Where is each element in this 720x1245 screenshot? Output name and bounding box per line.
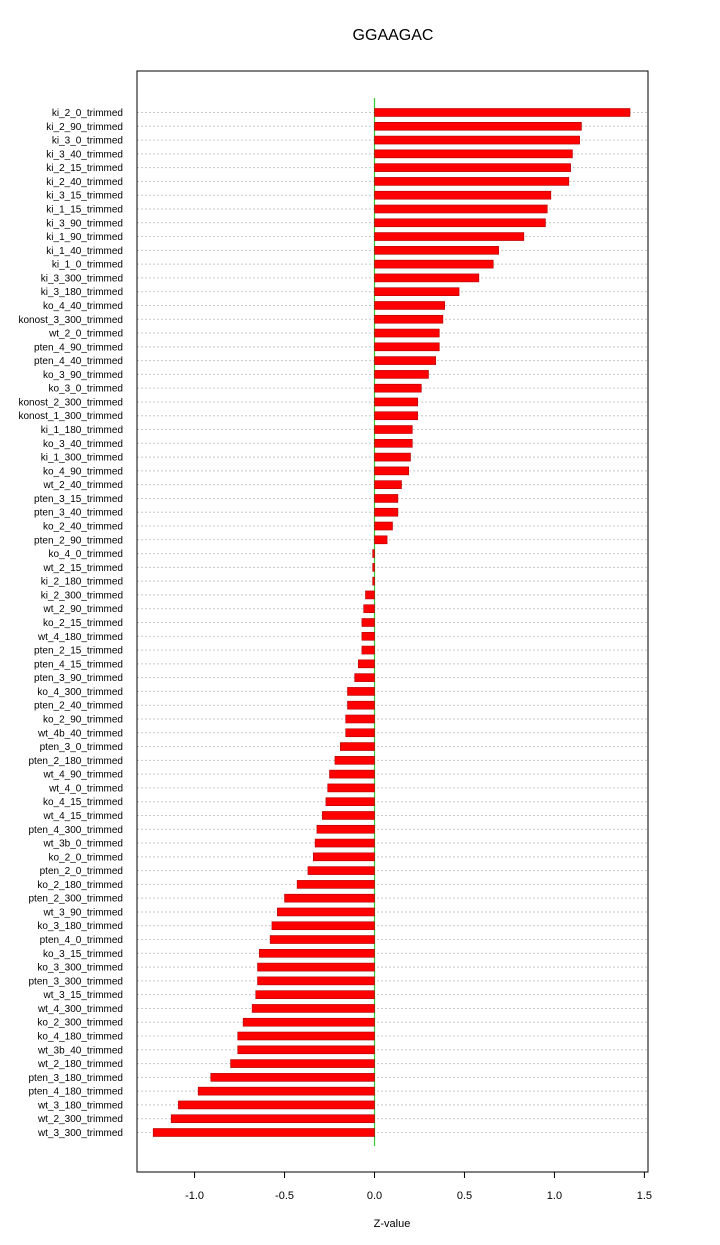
x-tick-label: 0.0 — [366, 1190, 383, 1202]
bar-ki_1_0_trimmed — [375, 260, 494, 268]
bar-wt_3b_40_trimmed — [238, 1046, 375, 1054]
category-label: wt_4_15_trimmed — [43, 810, 123, 822]
category-label: ko_2_40_trimmed — [42, 521, 123, 533]
category-label: konost_2_300_trimmed — [18, 397, 123, 409]
bar-ki_3_15_trimmed — [375, 191, 551, 199]
bar-pten_2_40_trimmed — [348, 701, 375, 709]
category-label: ki_2_0_trimmed — [51, 108, 123, 119]
category-label: ko_4_300_trimmed — [37, 686, 123, 698]
bar-ko_3_300_trimmed — [258, 963, 375, 971]
bar-pten_3_40_trimmed — [375, 508, 398, 516]
category-label: wt_4_0_trimmed — [49, 783, 123, 795]
category-label: wt_2_15_trimmed — [43, 562, 123, 574]
category-label: wt_2_40_trimmed — [43, 480, 123, 492]
bar-ko_3_180_trimmed — [272, 922, 375, 930]
category-label: wt_2_90_trimmed — [43, 604, 123, 616]
category-label: pten_2_0_trimmed — [39, 866, 123, 878]
category-label: wt_3b_40_trimmed — [37, 1045, 123, 1057]
category-label: wt_3_15_trimmed — [43, 990, 123, 1002]
category-label: ki_1_0_trimmed — [51, 259, 123, 271]
bar-ki_3_300_trimmed — [375, 274, 479, 282]
bar-wt_3_180_trimmed — [178, 1101, 374, 1109]
category-label: ki_1_15_trimmed — [46, 204, 123, 216]
bar-wt_4b_40_trimmed — [346, 729, 375, 737]
category-label: wt_2_180_trimmed — [37, 1059, 123, 1071]
category-label: ko_3_180_trimmed — [37, 921, 123, 933]
bar-ki_1_180_trimmed — [375, 426, 413, 434]
bar-ki_3_40_trimmed — [375, 150, 573, 158]
category-label: pten_3_40_trimmed — [34, 507, 123, 519]
x-axis-title: Z-value — [373, 1218, 411, 1230]
x-tick-label: 1.5 — [636, 1190, 653, 1202]
bar-pten_2_90_trimmed — [375, 536, 388, 544]
bar-wt_3b_0_trimmed — [315, 839, 374, 847]
category-label: ki_3_180_trimmed — [40, 287, 123, 299]
bar-ki_3_90_trimmed — [375, 219, 546, 227]
bar-wt_4_300_trimmed — [252, 1004, 374, 1012]
category-label: wt_3_180_trimmed — [37, 1100, 123, 1112]
category-label: ko_4_90_trimmed — [42, 466, 123, 478]
bar-ko_3_0_trimmed — [375, 384, 422, 392]
category-label: wt_2_0_trimmed — [49, 328, 123, 340]
bar-pten_3_15_trimmed — [375, 494, 398, 502]
category-label: pten_2_90_trimmed — [34, 535, 123, 547]
bar-ko_4_0_trimmed — [373, 550, 375, 558]
category-label: ko_2_15_trimmed — [42, 618, 123, 629]
bar-pten_4_300_trimmed — [317, 825, 375, 833]
bar-wt_2_40_trimmed — [375, 481, 402, 489]
bar-ki_2_180_trimmed — [373, 577, 375, 585]
category-label: ko_3_0_trimmed — [48, 383, 123, 395]
x-tick-label: -1.0 — [185, 1190, 205, 1202]
bar-ki_2_90_trimmed — [375, 122, 582, 130]
bar-wt_2_90_trimmed — [364, 605, 375, 613]
x-tick-label: -0.5 — [275, 1190, 295, 1202]
bar-ki_2_300_trimmed — [366, 591, 375, 599]
category-label: wt_3b_0_trimmed — [43, 838, 123, 850]
category-label: ko_2_300_trimmed — [37, 1017, 123, 1029]
category-label: ko_2_0_trimmed — [48, 852, 123, 864]
bar-pten_3_0_trimmed — [340, 743, 374, 751]
category-label: wt_4_300_trimmed — [37, 1003, 123, 1015]
bar-pten_3_300_trimmed — [258, 977, 375, 985]
category-label: ki_3_40_trimmed — [46, 149, 123, 161]
bar-wt_3_300_trimmed — [153, 1129, 374, 1137]
category-label: pten_3_90_trimmed — [34, 673, 123, 685]
bar-pten_4_180_trimmed — [198, 1087, 374, 1095]
category-label: ko_4_40_trimmed — [42, 300, 123, 312]
chart-title: GGAAGAC — [352, 27, 434, 44]
category-label: ki_2_180_trimmed — [40, 576, 123, 588]
bar-ki_1_300_trimmed — [375, 453, 411, 461]
category-label: pten_3_300_trimmed — [28, 976, 123, 988]
bar-pten_2_15_trimmed — [362, 646, 375, 654]
bar-wt_4_90_trimmed — [330, 770, 375, 778]
bar-pten_3_90_trimmed — [355, 674, 375, 682]
x-tick-label: 1.0 — [546, 1190, 563, 1202]
bar-pten_4_90_trimmed — [375, 343, 440, 351]
category-label: ki_2_300_trimmed — [40, 590, 123, 602]
category-label: pten_2_180_trimmed — [28, 755, 123, 767]
category-label: ki_3_90_trimmed — [46, 218, 123, 230]
category-label: ko_4_15_trimmed — [42, 797, 123, 809]
bar-wt_3_15_trimmed — [256, 991, 375, 999]
bar-ki_2_0_trimmed — [375, 109, 631, 117]
bar-pten_4_0_trimmed — [270, 936, 374, 944]
bar-ko_2_40_trimmed — [375, 522, 393, 530]
category-label: wt_3_90_trimmed — [43, 907, 123, 919]
category-label: ko_3_90_trimmed — [42, 369, 123, 381]
bar-pten_2_300_trimmed — [285, 894, 375, 902]
category-label: konost_1_300_trimmed — [18, 411, 123, 423]
bar-ko_2_0_trimmed — [313, 853, 374, 861]
category-label: ko_4_180_trimmed — [37, 1031, 123, 1043]
bar-ki_1_15_trimmed — [375, 205, 548, 213]
bar-konost_3_300_trimmed — [375, 315, 443, 323]
category-label: ki_1_40_trimmed — [46, 245, 123, 257]
category-label: ki_3_0_trimmed — [51, 135, 123, 147]
bar-wt_2_180_trimmed — [231, 1060, 375, 1068]
bar-wt_4_180_trimmed — [362, 632, 375, 640]
category-label: pten_4_15_trimmed — [34, 659, 123, 671]
category-label: pten_2_40_trimmed — [34, 700, 123, 712]
category-label: ki_1_90_trimmed — [46, 232, 123, 244]
bar-wt_2_0_trimmed — [375, 329, 440, 337]
bar-ki_2_40_trimmed — [375, 177, 569, 185]
bar-konost_2_300_trimmed — [375, 398, 418, 406]
bar-wt_4_15_trimmed — [322, 811, 374, 819]
category-label: ko_4_0_trimmed — [48, 549, 123, 561]
bar-ko_4_15_trimmed — [326, 798, 375, 806]
bar-pten_3_180_trimmed — [211, 1073, 375, 1081]
bar-ko_4_300_trimmed — [348, 687, 375, 695]
bar-wt_4_0_trimmed — [328, 784, 375, 792]
bar-ko_2_15_trimmed — [362, 619, 375, 627]
bar-pten_2_0_trimmed — [308, 867, 375, 875]
category-label: konost_3_300_trimmed — [18, 314, 123, 326]
bar-ki_1_40_trimmed — [375, 246, 499, 254]
bar-ki_3_0_trimmed — [375, 136, 580, 144]
bar-pten_4_40_trimmed — [375, 357, 436, 365]
category-label: pten_4_0_trimmed — [39, 935, 123, 947]
category-label: ko_3_300_trimmed — [37, 962, 123, 974]
bar-pten_4_15_trimmed — [358, 660, 374, 668]
bar-ki_1_90_trimmed — [375, 233, 524, 241]
category-label: pten_2_300_trimmed — [28, 893, 123, 905]
category-label: pten_3_0_trimmed — [39, 742, 123, 754]
bar-ko_2_90_trimmed — [346, 715, 375, 723]
bar-ki_3_180_trimmed — [375, 288, 460, 296]
bar-ko_2_180_trimmed — [297, 880, 374, 888]
bar-ki_2_15_trimmed — [375, 164, 571, 172]
category-label: ki_3_15_trimmed — [46, 190, 123, 202]
category-label: pten_4_300_trimmed — [28, 824, 123, 836]
category-label: ki_1_180_trimmed — [40, 425, 123, 437]
category-label: pten_3_15_trimmed — [34, 493, 123, 505]
bar-ko_3_90_trimmed — [375, 370, 429, 378]
bar-konost_1_300_trimmed — [375, 412, 418, 420]
bar-ko_4_180_trimmed — [238, 1032, 375, 1040]
bar-ko_4_40_trimmed — [375, 301, 445, 309]
bar-ko_4_90_trimmed — [375, 467, 409, 475]
category-label: wt_4_90_trimmed — [43, 769, 123, 781]
bar-ko_2_300_trimmed — [243, 1018, 374, 1026]
bar-wt_2_300_trimmed — [171, 1115, 374, 1123]
category-label: ko_3_15_trimmed — [42, 948, 123, 960]
category-label: wt_3_300_trimmed — [37, 1128, 123, 1139]
category-label: pten_2_15_trimmed — [34, 645, 123, 657]
category-label: pten_3_180_trimmed — [28, 1072, 123, 1084]
category-label: wt_4_180_trimmed — [37, 631, 123, 643]
category-label: wt_2_300_trimmed — [37, 1114, 123, 1126]
category-label: ki_1_300_trimmed — [40, 452, 123, 464]
bar-wt_2_15_trimmed — [373, 563, 375, 571]
category-label: ko_3_40_trimmed — [42, 438, 123, 450]
bar-pten_2_180_trimmed — [335, 756, 375, 764]
bar-ko_3_15_trimmed — [259, 949, 374, 957]
category-label: pten_4_40_trimmed — [34, 356, 123, 368]
category-label: wt_4b_40_trimmed — [37, 728, 123, 740]
category-label: ki_2_15_trimmed — [46, 163, 123, 175]
category-label: pten_4_180_trimmed — [28, 1086, 123, 1098]
bar-wt_3_90_trimmed — [277, 908, 374, 916]
category-label: ki_2_40_trimmed — [46, 176, 123, 188]
category-label: ki_3_300_trimmed — [40, 273, 123, 285]
category-label: ko_2_180_trimmed — [37, 879, 123, 891]
category-label: ki_2_90_trimmed — [46, 121, 123, 133]
category-label: ko_2_90_trimmed — [42, 714, 123, 726]
x-tick-label: 0.5 — [456, 1190, 473, 1202]
bar-ko_3_40_trimmed — [375, 439, 413, 447]
category-label: pten_4_90_trimmed — [34, 342, 123, 354]
